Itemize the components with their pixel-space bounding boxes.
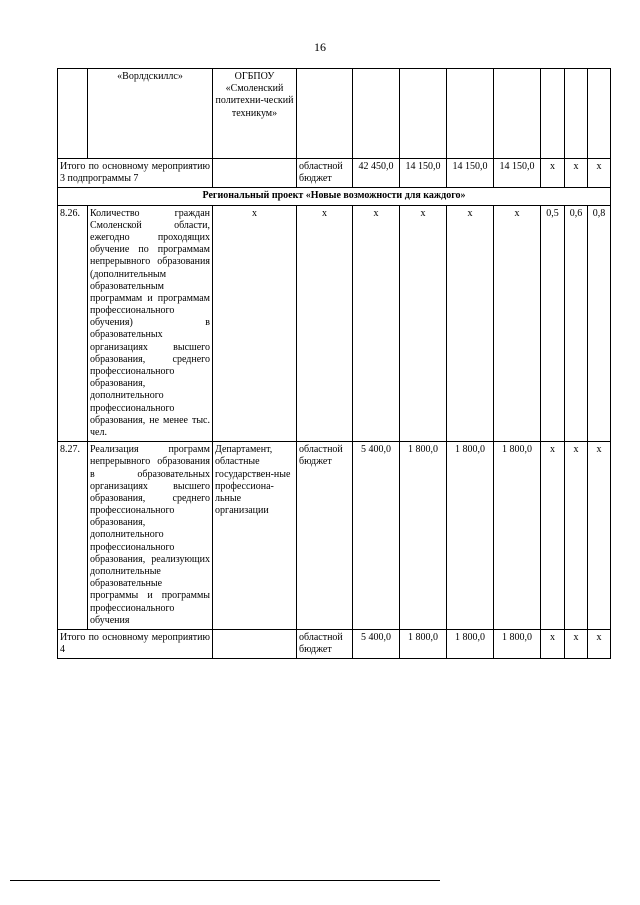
- cell-year-2: 14 150,0: [447, 159, 494, 188]
- cell-total-label: Итого по основному мероприятию 3 подпрограммы 7: [58, 159, 213, 188]
- cell-year-2: 1 800,0: [447, 629, 494, 658]
- cell-indicator-1: x: [541, 629, 565, 658]
- cell-event-name: Реализация программ непрерывного образования в образовательных организациях высшего образования, среднего профессионального образования, дополнительного профессионального образования, реализующих дополнительные образовательные программы и программы профессионального обучения: [88, 442, 213, 630]
- section-title: Региональный проект «Новые возможности для каждого»: [58, 188, 611, 205]
- cell-number: 8.27.: [58, 442, 88, 630]
- cell-year-1: x: [400, 205, 447, 442]
- cell-indicator-1: 0,5: [541, 205, 565, 442]
- cell-total-amount: 42 450,0: [353, 159, 400, 188]
- cell-indicator-1: x: [541, 442, 565, 630]
- cell-funding-source: x: [297, 205, 353, 442]
- cell-executor: ОГБПОУ «Смоленский политехни-ческий техникум»: [213, 69, 297, 159]
- cell-year-3: 14 150,0: [494, 159, 541, 188]
- program-table: [57, 68, 611, 659]
- cell-year-3: 1 800,0: [494, 629, 541, 658]
- cell-year-1: 1 800,0: [400, 629, 447, 658]
- cell-year-2: x: [447, 205, 494, 442]
- cell-indicator-3: x: [588, 159, 611, 188]
- cell-indicator-3: 0,8: [588, 205, 611, 442]
- cell-indicator-2: x: [565, 442, 588, 630]
- cell-event-name: «Ворлдскиллс»: [88, 69, 213, 159]
- cell-year-2: 1 800,0: [447, 442, 494, 630]
- table-row-total-event-4: [58, 629, 611, 658]
- cell-funding-source: областной бюджет: [297, 442, 353, 630]
- cell-executor: x: [213, 205, 297, 442]
- cell-year-3: 1 800,0: [494, 442, 541, 630]
- cell-total-amount: 5 400,0: [353, 442, 400, 630]
- cell-indicator-2: x: [565, 159, 588, 188]
- table-row-8-27: [58, 442, 611, 630]
- footer-divider: [10, 880, 440, 881]
- cell-total-amount: x: [353, 205, 400, 442]
- cell-number: [58, 69, 88, 159]
- cell-indicator-3: x: [588, 442, 611, 630]
- cell-total-label: Итого по основному мероприятию 4: [58, 629, 213, 658]
- cell-total-amount: 5 400,0: [353, 629, 400, 658]
- cell-funding-source: областной бюджет: [297, 629, 353, 658]
- table-row-total-event-3: [58, 159, 611, 188]
- cell-indicator-3: x: [588, 629, 611, 658]
- cell-number: 8.26.: [58, 205, 88, 442]
- cell-year-1: 1 800,0: [400, 442, 447, 630]
- cell-indicator-1: x: [541, 159, 565, 188]
- cell-event-name: Количество граждан Смоленской области, ежегодно проходящих обучение по программам непрерывного образования (дополнительным образовательным программам и программам профессионального обучения) в образовательных организациях высшего образования, среднего профессионального образования, дополнительного профессионального образования, не менее тыс. чел.: [88, 205, 213, 442]
- cell-executor: Департамент, областные государствен-ные профессиона-льные организации: [213, 442, 297, 630]
- table-row-section-title: [58, 188, 611, 205]
- cell-year-3: x: [494, 205, 541, 442]
- cell-funding-source: областной бюджет: [297, 159, 353, 188]
- table-row-8-26: [58, 205, 611, 442]
- table-row-worldskills: [58, 69, 611, 159]
- page-number: 16: [314, 40, 326, 54]
- cell-year-1: 14 150,0: [400, 159, 447, 188]
- cell-indicator-2: x: [565, 629, 588, 658]
- cell-indicator-2: 0,6: [565, 205, 588, 442]
